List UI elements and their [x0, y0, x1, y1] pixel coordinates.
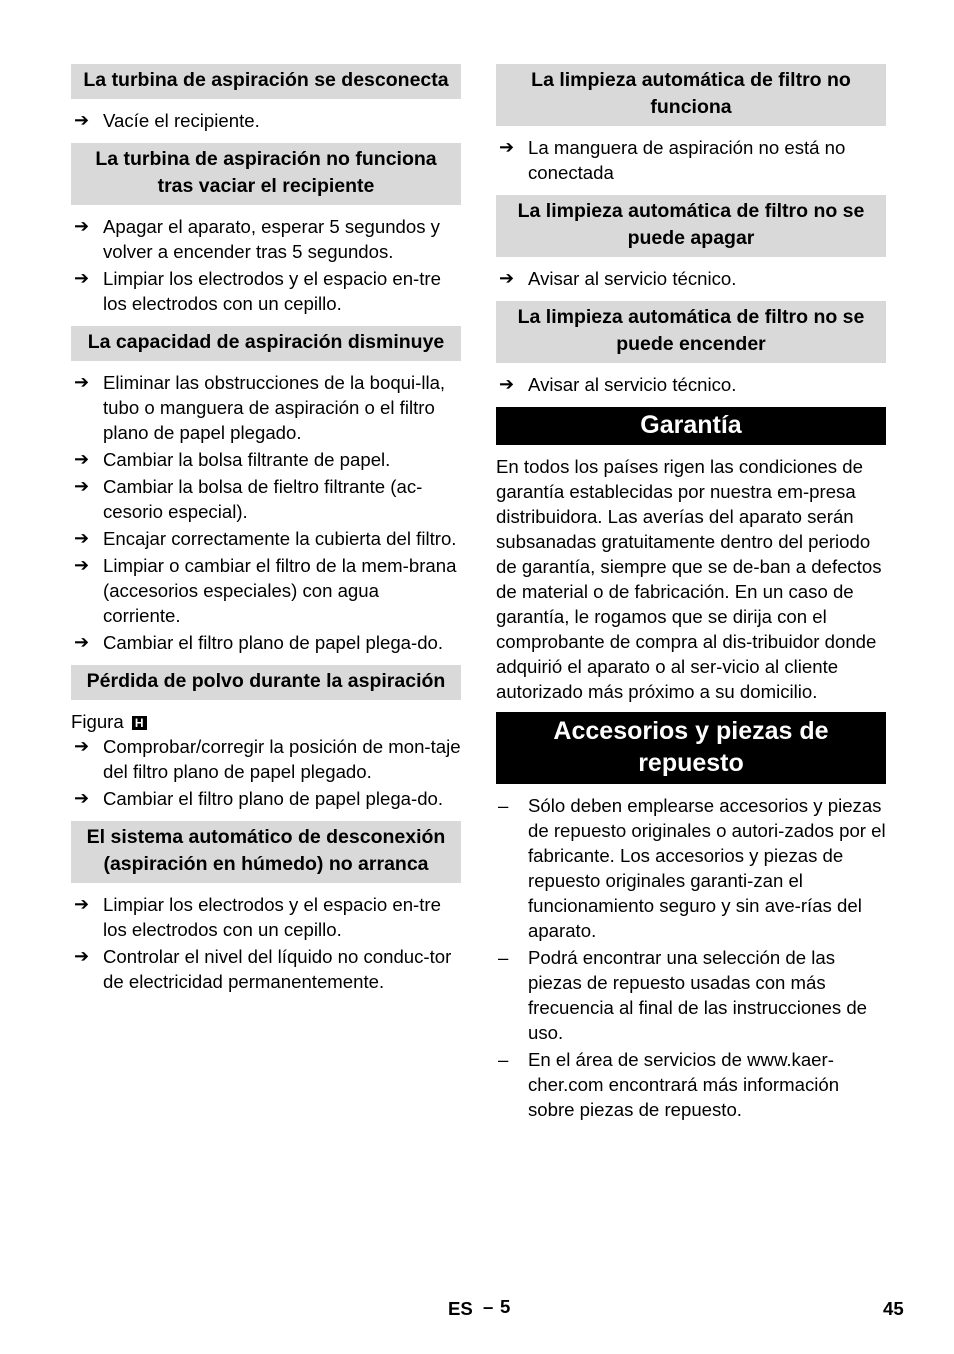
list-item: ➔ Avisar al servicio técnico. [499, 268, 737, 289]
figure-reference: Figura H [71, 709, 461, 734]
heading-perdida-polvo: Pérdida de polvo durante la aspiración [71, 665, 461, 700]
arrow-icon: ➔ [499, 137, 515, 157]
list-item: – Podrá encontrar una selección de las piezas de repuesto usadas con más frecuencia al final de las instrucciones de uso. [498, 947, 868, 1043]
heading-limpieza-no-apagar: La limpieza automática de filtro no se puede apagar [496, 195, 886, 257]
dash-bullet: – [498, 1049, 509, 1070]
list-item: ➔ Cambiar el filtro plano de papel plega-do. [74, 788, 444, 809]
arrow-icon: ➔ [74, 110, 90, 130]
list-item: ➔ Limpiar o cambiar el filtro de la mem-brana (accesorios especiales) con agua corriente. [74, 555, 457, 626]
footer-dash: – [483, 1296, 494, 1317]
arrow-icon: ➔ [74, 372, 90, 392]
list-item: – Sólo deben emplearse accesorios y piezas de repuesto originales o autori-zados por el fabricante. Los accesorios y piezas de repuesto originales garanti-zan el funcionamiento seguro y sin ave-rías del aparato. [498, 795, 886, 941]
arrow-icon: ➔ [74, 788, 90, 808]
list-item: ➔ Cambiar la bolsa filtrante de papel. [74, 449, 391, 470]
list-item: ➔ Limpiar los electrodos y el espacio en-tre los electrodos con un cepillo. [74, 894, 441, 940]
list-item: ➔ Cambiar el filtro plano de papel plega-do. [74, 632, 444, 653]
heading-capacidad: La capacidad de aspiración disminuye [71, 326, 461, 361]
arrow-icon: ➔ [74, 216, 90, 236]
left-column [71, 64, 461, 996]
list-item: ➔ Apagar el aparato, esperar 5 segundos y volver a encender tras 5 segundos. [74, 216, 440, 262]
arrow-icon: ➔ [74, 449, 90, 469]
figure-h-badge: H [132, 716, 147, 730]
list-item: ➔ Limpiar los electrodos y el espacio en-tre los electrodos con un cepillo. [74, 268, 441, 314]
right-column [496, 64, 886, 1124]
heading-turbina-no-funciona: La turbina de aspiración no funciona tras vaciar el recipiente [71, 143, 461, 205]
paragraph-garantia: En todos los países rigen las condiciones de garantía establecidas por nuestra em-presa distribuidora. Las averías del aparato serán subsanadas gratuitamente dentro del periodo de garantía, siempre que se de-ban a defectos de material o de fabricación. En un caso de garantía, le rogamos que se dirija con el comprobante de compra al dis-tribuidor donde adquirió el aparato o al ser-vicio al cliente autorizado más próximo a su domicilio. [496, 456, 882, 702]
heading-turbina-desconecta: La turbina de aspiración se desconecta [71, 64, 461, 99]
list-item: ➔ Encajar correctamente la cubierta del filtro. [74, 528, 457, 549]
list-item: ➔ Comprobar/corregir la posición de mon-taje del filtro plano de papel plegado. [74, 736, 461, 782]
heading-sistema-automatico: El sistema automático de desconexión (aspiración en húmedo) no arranca [71, 821, 461, 883]
dash-bullet: – [498, 947, 509, 968]
heading-garantia: Garantía [496, 407, 886, 445]
list-item: ➔ Controlar el nivel del líquido no conduc-tor de electricidad permanentemente. [74, 946, 452, 992]
dash-bullet: – [498, 795, 509, 816]
arrow-icon: ➔ [74, 476, 90, 496]
arrow-icon: ➔ [74, 268, 90, 288]
heading-accesorios: Accesorios y piezas de repuesto [496, 712, 886, 784]
footer-language: ES [448, 1298, 473, 1319]
list-item: ➔ La manguera de aspiración no está no conectada [499, 137, 846, 183]
list-item: – En el área de servicios de www.kaer-cher.com encontrará más información sobre piezas de repuesto. [498, 1049, 840, 1120]
arrow-icon: ➔ [74, 736, 90, 756]
arrow-icon: ➔ [74, 528, 90, 548]
footer-section-page: 5 [500, 1296, 511, 1317]
list-item: ➔ Eliminar las obstrucciones de la boqui-lla, tubo o manguera de aspiración o el filtro plano de papel plegado. [74, 372, 446, 443]
heading-limpieza-no-funciona: La limpieza automática de filtro no funciona [496, 64, 886, 126]
heading-limpieza-no-encender: La limpieza automática de filtro no se puede encender [496, 301, 886, 363]
list-item: ➔ Vacíe el recipiente. [74, 110, 260, 131]
arrow-icon: ➔ [499, 268, 515, 288]
page-number: 45 [883, 1298, 904, 1319]
list-item: ➔ Cambiar la bolsa de fieltro filtrante (ac-cesorio especial). [74, 476, 423, 522]
arrow-icon: ➔ [74, 946, 90, 966]
arrow-icon: ➔ [74, 894, 90, 914]
arrow-icon: ➔ [74, 555, 90, 575]
list-item: ➔ Avisar al servicio técnico. [499, 374, 737, 395]
arrow-icon: ➔ [74, 632, 90, 652]
arrow-icon: ➔ [499, 374, 515, 394]
